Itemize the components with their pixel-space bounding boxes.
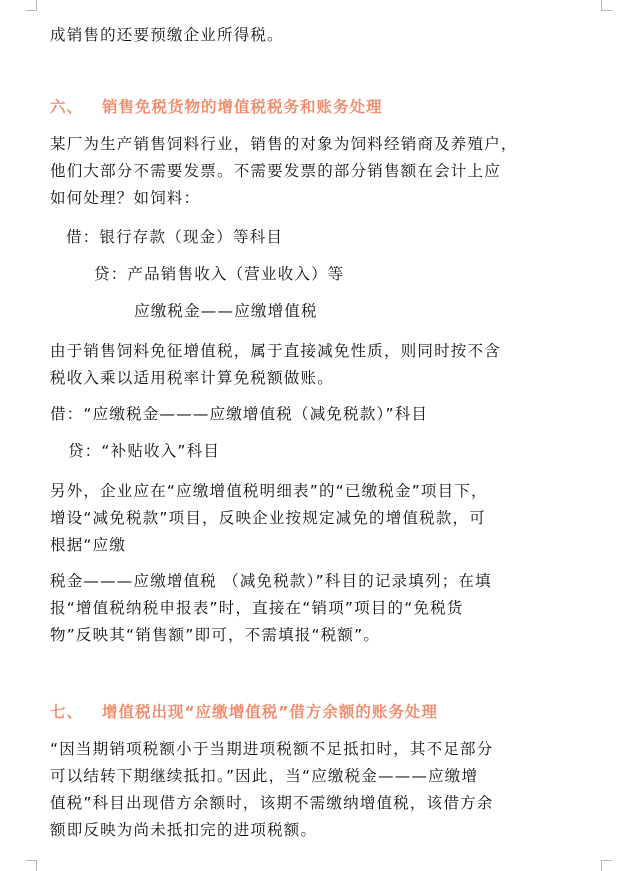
paragraph-line: 税收入乘以适用税率计算免税额做账。 [50,369,334,387]
paragraph-line: 额即反映为尚未抵扣完的进项税额。 [50,821,318,839]
section-number: 七、 [50,703,84,721]
paragraph-line: 由于销售饲料免征增值税，属于直接减免性质，则同时按不含 [50,342,501,360]
paragraph-line: 他们大部分不需要发票。不需要发票的部分销售额在会计上应 [50,162,501,180]
paragraph-line: 可以结转下期继续抵扣。”因此，当“应缴税金———应缴增 [50,767,479,785]
paragraph-line: 值税”科目出现借方余额时，该期不需缴纳增值税，该借方余 [50,794,494,812]
paragraph-line: 如何处理？如饲料： [50,189,201,207]
journal-entry-debit: 借：银行存款（现金）等科目 [66,228,284,246]
section-heading-7 [50,701,438,723]
paragraph-line: 根据“应缴 [50,536,127,554]
journal-entry-credit-sub: 应缴税金——应缴增值税 [134,302,318,320]
paragraph-line: 成销售的还要预缴企业所得税。 [50,26,284,44]
paragraph-line: 另外，企业应在“应缴增值税明细表”的“已缴税金”项目下， [50,482,488,500]
section-title: 增值税出现“应缴增值税”借方余额的账务处理 [102,703,438,721]
journal-entry-credit: 贷：“补贴收入”科目 [68,442,221,460]
paragraph-line: “因当期销项税额小于当期进项税额不足抵扣时，其不足部分 [50,740,494,758]
crop-mark-bottom-right [601,860,612,871]
journal-entry-debit: 借：“应缴税金———应缴增值税（减免税款）”科目 [50,405,429,423]
section-heading-6 [50,96,383,118]
paragraph-line: 某厂为生产销售饲料行业，销售的对象为饲料经销商及养殖户， [50,135,518,153]
journal-entry-credit: 贷：产品销售收入（营业收入）等 [94,265,345,283]
paragraph-line: 物”反映其“销售额”即可，不需填报“税额”。 [50,626,381,644]
crop-mark-top-right [601,0,612,11]
paragraph-line: 增设“减免税款”项目，反映企业按规定减免的增值税款，可 [50,509,486,527]
crop-mark-top-left [26,0,37,11]
section-title: 销售免税货物的增值税税务和账务处理 [102,98,383,116]
paragraph-line: 税金———应缴增值税 （减免税款）”科目的记录填列；在填 [50,572,492,590]
section-number: 六、 [50,98,84,116]
crop-mark-bottom-left [26,860,37,871]
paragraph-line: 报“增值税纳税申报表”时，直接在“销项”项目的“免税货 [50,599,464,617]
